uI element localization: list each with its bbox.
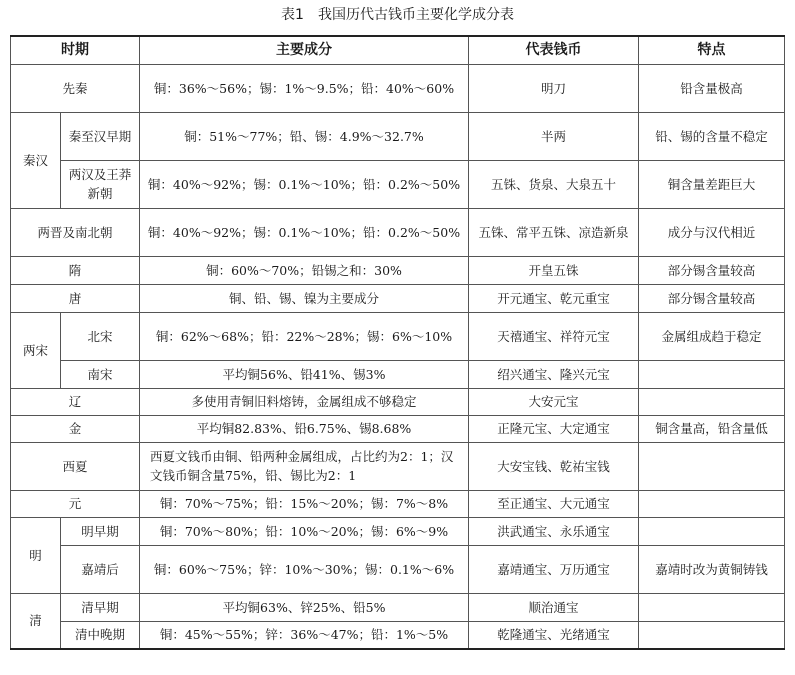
- table-row: [11, 593, 785, 621]
- features-cell: [639, 388, 785, 415]
- period-cell: 西夏: [11, 442, 140, 490]
- coins-cell: 天禧通宝、祥符元宝: [469, 312, 639, 360]
- features-cell: 部分锡含量较高: [639, 284, 785, 312]
- composition-cell: 平均铜56%、铅41%、锡3%: [140, 360, 469, 388]
- composition-cell: 铜：36%～56%；锡：1%～9.5%；铅：40%～60%: [140, 64, 469, 112]
- coins-cell: 开皇五铢: [469, 256, 639, 284]
- table-row: [11, 415, 785, 442]
- features-cell: [639, 442, 785, 490]
- features-cell: 铅含量极高: [639, 64, 785, 112]
- features-cell: [639, 593, 785, 621]
- sub-period-cell: 清早期: [61, 593, 140, 621]
- table-row: [11, 388, 785, 415]
- period-cell: 金: [11, 415, 140, 442]
- table-row: [11, 517, 785, 545]
- features-cell: 部分锡含量较高: [639, 256, 785, 284]
- table-row: [11, 490, 785, 517]
- table-row: [11, 545, 785, 593]
- period-cell: 唐: [11, 284, 140, 312]
- features-cell: 铜含量高，铅含量低: [639, 415, 785, 442]
- table-row: [11, 208, 785, 256]
- table-row: [11, 256, 785, 284]
- coins-cell: 大安宝钱、乾祐宝钱: [469, 442, 639, 490]
- period-cell: 辽: [11, 388, 140, 415]
- sub-period-cell: 北宋: [61, 312, 140, 360]
- features-cell: [639, 490, 785, 517]
- coins-cell: 正隆元宝、大定通宝: [469, 415, 639, 442]
- table-caption: [0, 4, 795, 26]
- table-row: [11, 312, 785, 360]
- period-group-cell: 两宋: [11, 312, 61, 388]
- coins-cell: 五铢、货泉、大泉五十: [469, 160, 639, 208]
- sub-period-cell: 南宋: [61, 360, 140, 388]
- features-cell: 嘉靖时改为黄铜铸钱: [639, 545, 785, 593]
- coins-cell: 绍兴通宝、隆兴元宝: [469, 360, 639, 388]
- sub-period-cell: 清中晚期: [61, 621, 140, 649]
- composition-cell: 铜：40%～92%；锡：0.1%～10%；铅：0.2%～50%: [140, 160, 469, 208]
- composition-cell: 铜：40%～92%；锡：0.1%～10%；铅：0.2%～50%: [140, 208, 469, 256]
- sub-period-cell: 两汉及王莽新朝: [61, 160, 140, 208]
- composition-cell: 西夏文钱币由铜、铅两种金属组成，占比约为2：1；汉文钱币铜含量75%，铅、锡比为2：1: [140, 442, 469, 490]
- composition-cell: 铜：70%～80%；铅：10%～20%；锡：6%～9%: [140, 517, 469, 545]
- period-cell: 元: [11, 490, 140, 517]
- sub-period-cell: 秦至汉早期: [61, 112, 140, 160]
- sub-period-cell: 嘉靖后: [61, 545, 140, 593]
- composition-cell: 铜、铅、锡、镍为主要成分: [140, 284, 469, 312]
- features-cell: [639, 517, 785, 545]
- composition-table: [10, 35, 785, 650]
- features-cell: 成分与汉代相近: [639, 208, 785, 256]
- composition-cell: 平均铜82.83%、铅6.75%、锡8.68%: [140, 415, 469, 442]
- period-cell: 隋: [11, 256, 140, 284]
- coins-cell: 乾隆通宝、光绪通宝: [469, 621, 639, 649]
- coins-cell: 嘉靖通宝、万历通宝: [469, 545, 639, 593]
- sub-period-cell: 明早期: [61, 517, 140, 545]
- table-row: [11, 621, 785, 649]
- header-period: 时期: [11, 36, 140, 64]
- period-group-cell: 清: [11, 593, 61, 649]
- header-coins: 代表钱币: [469, 36, 639, 64]
- composition-cell: 铜：60%～70%；铅锡之和：30%: [140, 256, 469, 284]
- coins-cell: 洪武通宝、永乐通宝: [469, 517, 639, 545]
- features-cell: 铅、锡的含量不稳定: [639, 112, 785, 160]
- coins-cell: 明刀: [469, 64, 639, 112]
- table-row: [11, 284, 785, 312]
- coins-cell: 半两: [469, 112, 639, 160]
- composition-cell: 铜：62%～68%；铅：22%～28%；锡：6%～10%: [140, 312, 469, 360]
- composition-cell: 平均铜63%、锌25%、铅5%: [140, 593, 469, 621]
- header-row: [11, 36, 785, 64]
- table-title: 我国历代古钱币主要化学成分表: [317, 7, 514, 23]
- period-cell: 两晋及南北朝: [11, 208, 140, 256]
- table-row: [11, 112, 785, 160]
- features-cell: [639, 360, 785, 388]
- period-group-cell: 明: [11, 517, 61, 593]
- composition-cell: 铜：51%～77%；铅、锡：4.9%～32.7%: [140, 112, 469, 160]
- table-row: [11, 442, 785, 490]
- period-cell: 先秦: [11, 64, 140, 112]
- period-group-cell: 秦汉: [11, 112, 61, 208]
- coins-cell: 开元通宝、乾元重宝: [469, 284, 639, 312]
- header-composition: 主要成分: [140, 36, 469, 64]
- composition-cell: 多使用青铜旧料熔铸，金属组成不够稳定: [140, 388, 469, 415]
- table-row: [11, 160, 785, 208]
- coins-cell: 大安元宝: [469, 388, 639, 415]
- composition-cell: 铜：45%～55%；锌：36%～47%；铅：1%～5%: [140, 621, 469, 649]
- coins-cell: 五铢、常平五铢、凉造新泉: [469, 208, 639, 256]
- features-cell: 金属组成趋于稳定: [639, 312, 785, 360]
- composition-cell: 铜：70%～75%；铅：15%～20%；锡：7%～8%: [140, 490, 469, 517]
- table-number: 表1: [281, 7, 304, 23]
- features-cell: [639, 621, 785, 649]
- table-row: [11, 360, 785, 388]
- coins-cell: 至正通宝、大元通宝: [469, 490, 639, 517]
- coins-cell: 顺治通宝: [469, 593, 639, 621]
- features-cell: 铜含量差距巨大: [639, 160, 785, 208]
- header-features: 特点: [639, 36, 785, 64]
- composition-cell: 铜：60%～75%；锌：10%～30%；锡：0.1%～6%: [140, 545, 469, 593]
- table-row: [11, 64, 785, 112]
